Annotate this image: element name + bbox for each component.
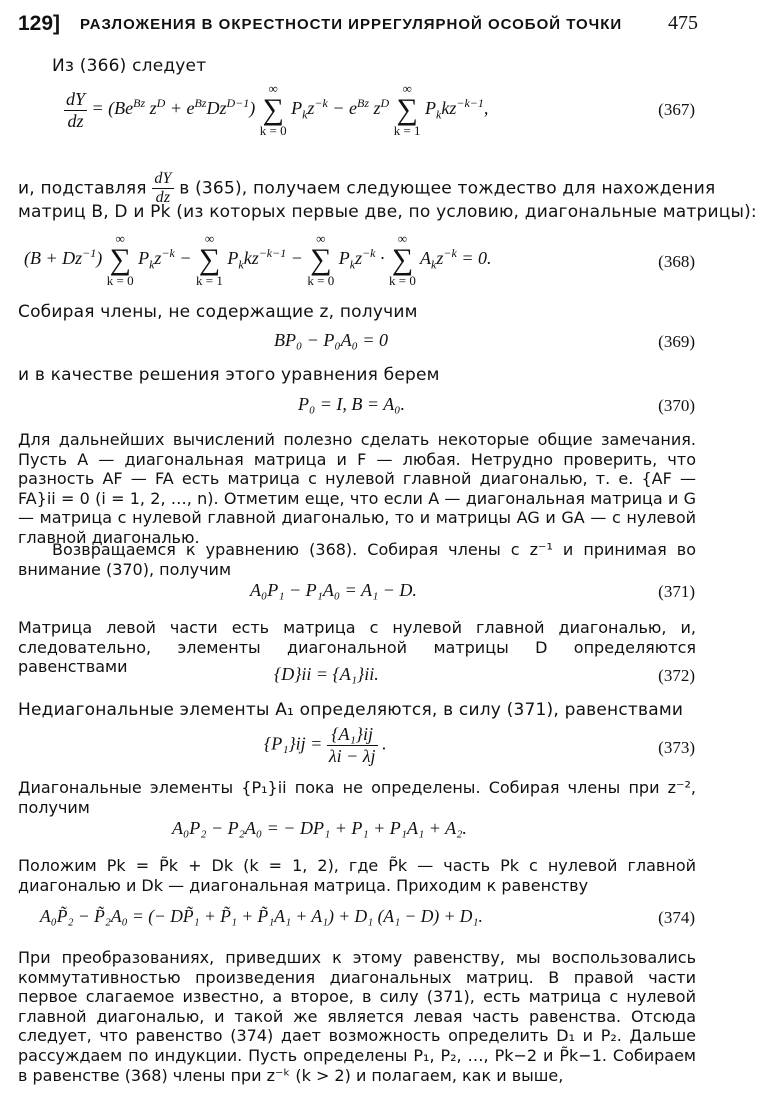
equation-367: $\frac{dY}{dz}$ = ($Be^{Bz}$ $z^D + e^{Bz}Dz^{D-1}$) ∞ ∑ k = 0 $P_kz^{-k} - e^{Bz}$ $z^D$ ∞ ∑ k = 1 $P_kkz^{-k-1}$, xyxy=(66,81,489,138)
paragraph-let: Положим Pk = P̃k + Dk (k = 1, 2), где P̃k — часть Pk с нулевой главной диагональю и Dk — диагональная матрица. Приходим к равенству xyxy=(18,856,696,895)
running-title: РАЗЛОЖЕНИЯ В ОКРЕСТНОСТИ ИРРЕГУЛЯРНОЙ ОСОБОЙ ТОЧКИ xyxy=(80,16,623,33)
equation-368: $(B + Dz^{-1})$ ∞ ∑ k = 0 $P_kz^{-k}$ − ∞ ∑ k = 1 $P_kkz^{-k-1}$ − ∞ ∑ k = 0 $P_kz^{-k}$ · ∞ ∑ k = 0 $A_kz^{-k} = 0$. xyxy=(24,231,492,288)
line-matrices: матриц B, D и Pk (из которых первые две, по условию, диагональные матрицы): xyxy=(18,202,757,222)
eq-number-369: (369) xyxy=(658,332,695,351)
line-substituting: и, подставляя $\frac{dY}{dz}$ в (365), получаем следующее тождество для нахождения xyxy=(18,170,716,206)
eq-number-374: (374) xyxy=(658,908,695,927)
page-number-left: 129] xyxy=(18,12,61,35)
eq-number-370: (370) xyxy=(658,396,695,415)
equation-373: {P₁}ij = $\frac{\text{\{A₁\}ij}}{\lambda i - \lambda j}$ . xyxy=(264,724,387,766)
paragraph-return: Возвращаемся к уравнению (368). Собирая члены с z⁻¹ и принимая во внимание (370), получим xyxy=(18,540,696,579)
equation-370: P₀ = I, B = A₀. xyxy=(298,394,405,414)
equation-374: A₀P̃₂ − P̃₂A₀ = (− DP̃₁ + P̃₁ + P̃₁A₁ + A₁) + D₁ (A₁ − D) + D₁. xyxy=(40,906,483,926)
equation-371: A₀P₁ − P₁A₀ = A₁ − D. xyxy=(250,580,417,600)
equation-369: BP₀ − P₀A₀ = 0 xyxy=(274,330,389,350)
eq-number-373: (373) xyxy=(658,738,695,757)
paragraph-remarks: Для дальнейших вычислений полезно сделать некоторые общие замечания. Пусть A — диагональная матрица и F — любая. Нетрудно проверить, что разность AF — FA есть матрица с нулевой главной диагональю, т. е. {AF — FA}ii = 0 (i = 1, 2, …, n). Отметим еще, что если A — диагональная матрица и G — матрица с нулевой главной диагональю, то и матрицы AG и GA — с нулевой главной диагональю. xyxy=(18,430,696,547)
page-number-right: 475 xyxy=(668,12,698,34)
eq-number-368: (368) xyxy=(658,252,695,271)
line-solution: и в качестве решения этого уравнения берем xyxy=(18,365,440,385)
eq-number-367: (367) xyxy=(658,100,695,119)
eq-number-371: (371) xyxy=(658,582,695,601)
paragraph-diagonal: Диагональные элементы {P₁}ii пока не определены. Собирая члены при z⁻², получим xyxy=(18,778,696,817)
eq-number-372: (372) xyxy=(658,666,695,685)
line-nondiagonal: Недиагональные элементы A₁ определяются, в силу (371), равенствами xyxy=(18,700,684,720)
equation-unnumbered: A₀P₂ − P₂A₀ = − DP₁ + P₁ + P₁A₁ + A₂. xyxy=(172,818,467,838)
line-from-366: Из (366) следует xyxy=(52,56,207,76)
line-collecting-z: Собирая члены, не содержащие z, получим xyxy=(18,302,418,322)
page-header xyxy=(18,12,698,38)
paragraph-transformations: При преобразованиях, приведших к этому равенству, мы воспользовались коммутативностью произведения диагональных матриц. В правой части первое слагаемое известно, а второе, в силу (371), есть матрица с нулевой главной диагональю, и такой же является левая часть равенства. Отсюда следует, что равенство (374) дает возможность определить D₁ и P₂. Дальше рассуждаем по индукции. Пусть определены P₁, P₂, …, Pk−2 и P̃k−1. Собираем в равенстве (368) члены при z⁻ᵏ (k > 2) и полагаем, как и выше, xyxy=(18,948,696,1085)
paragraph-left-matrix: Матрица левой части есть матрица с нулевой главной диагональю, и, следовательно, элементы диагональной матрицы D определяются равенствами xyxy=(18,618,696,677)
equation-372: {D}ii = {A₁}ii. xyxy=(274,664,379,684)
